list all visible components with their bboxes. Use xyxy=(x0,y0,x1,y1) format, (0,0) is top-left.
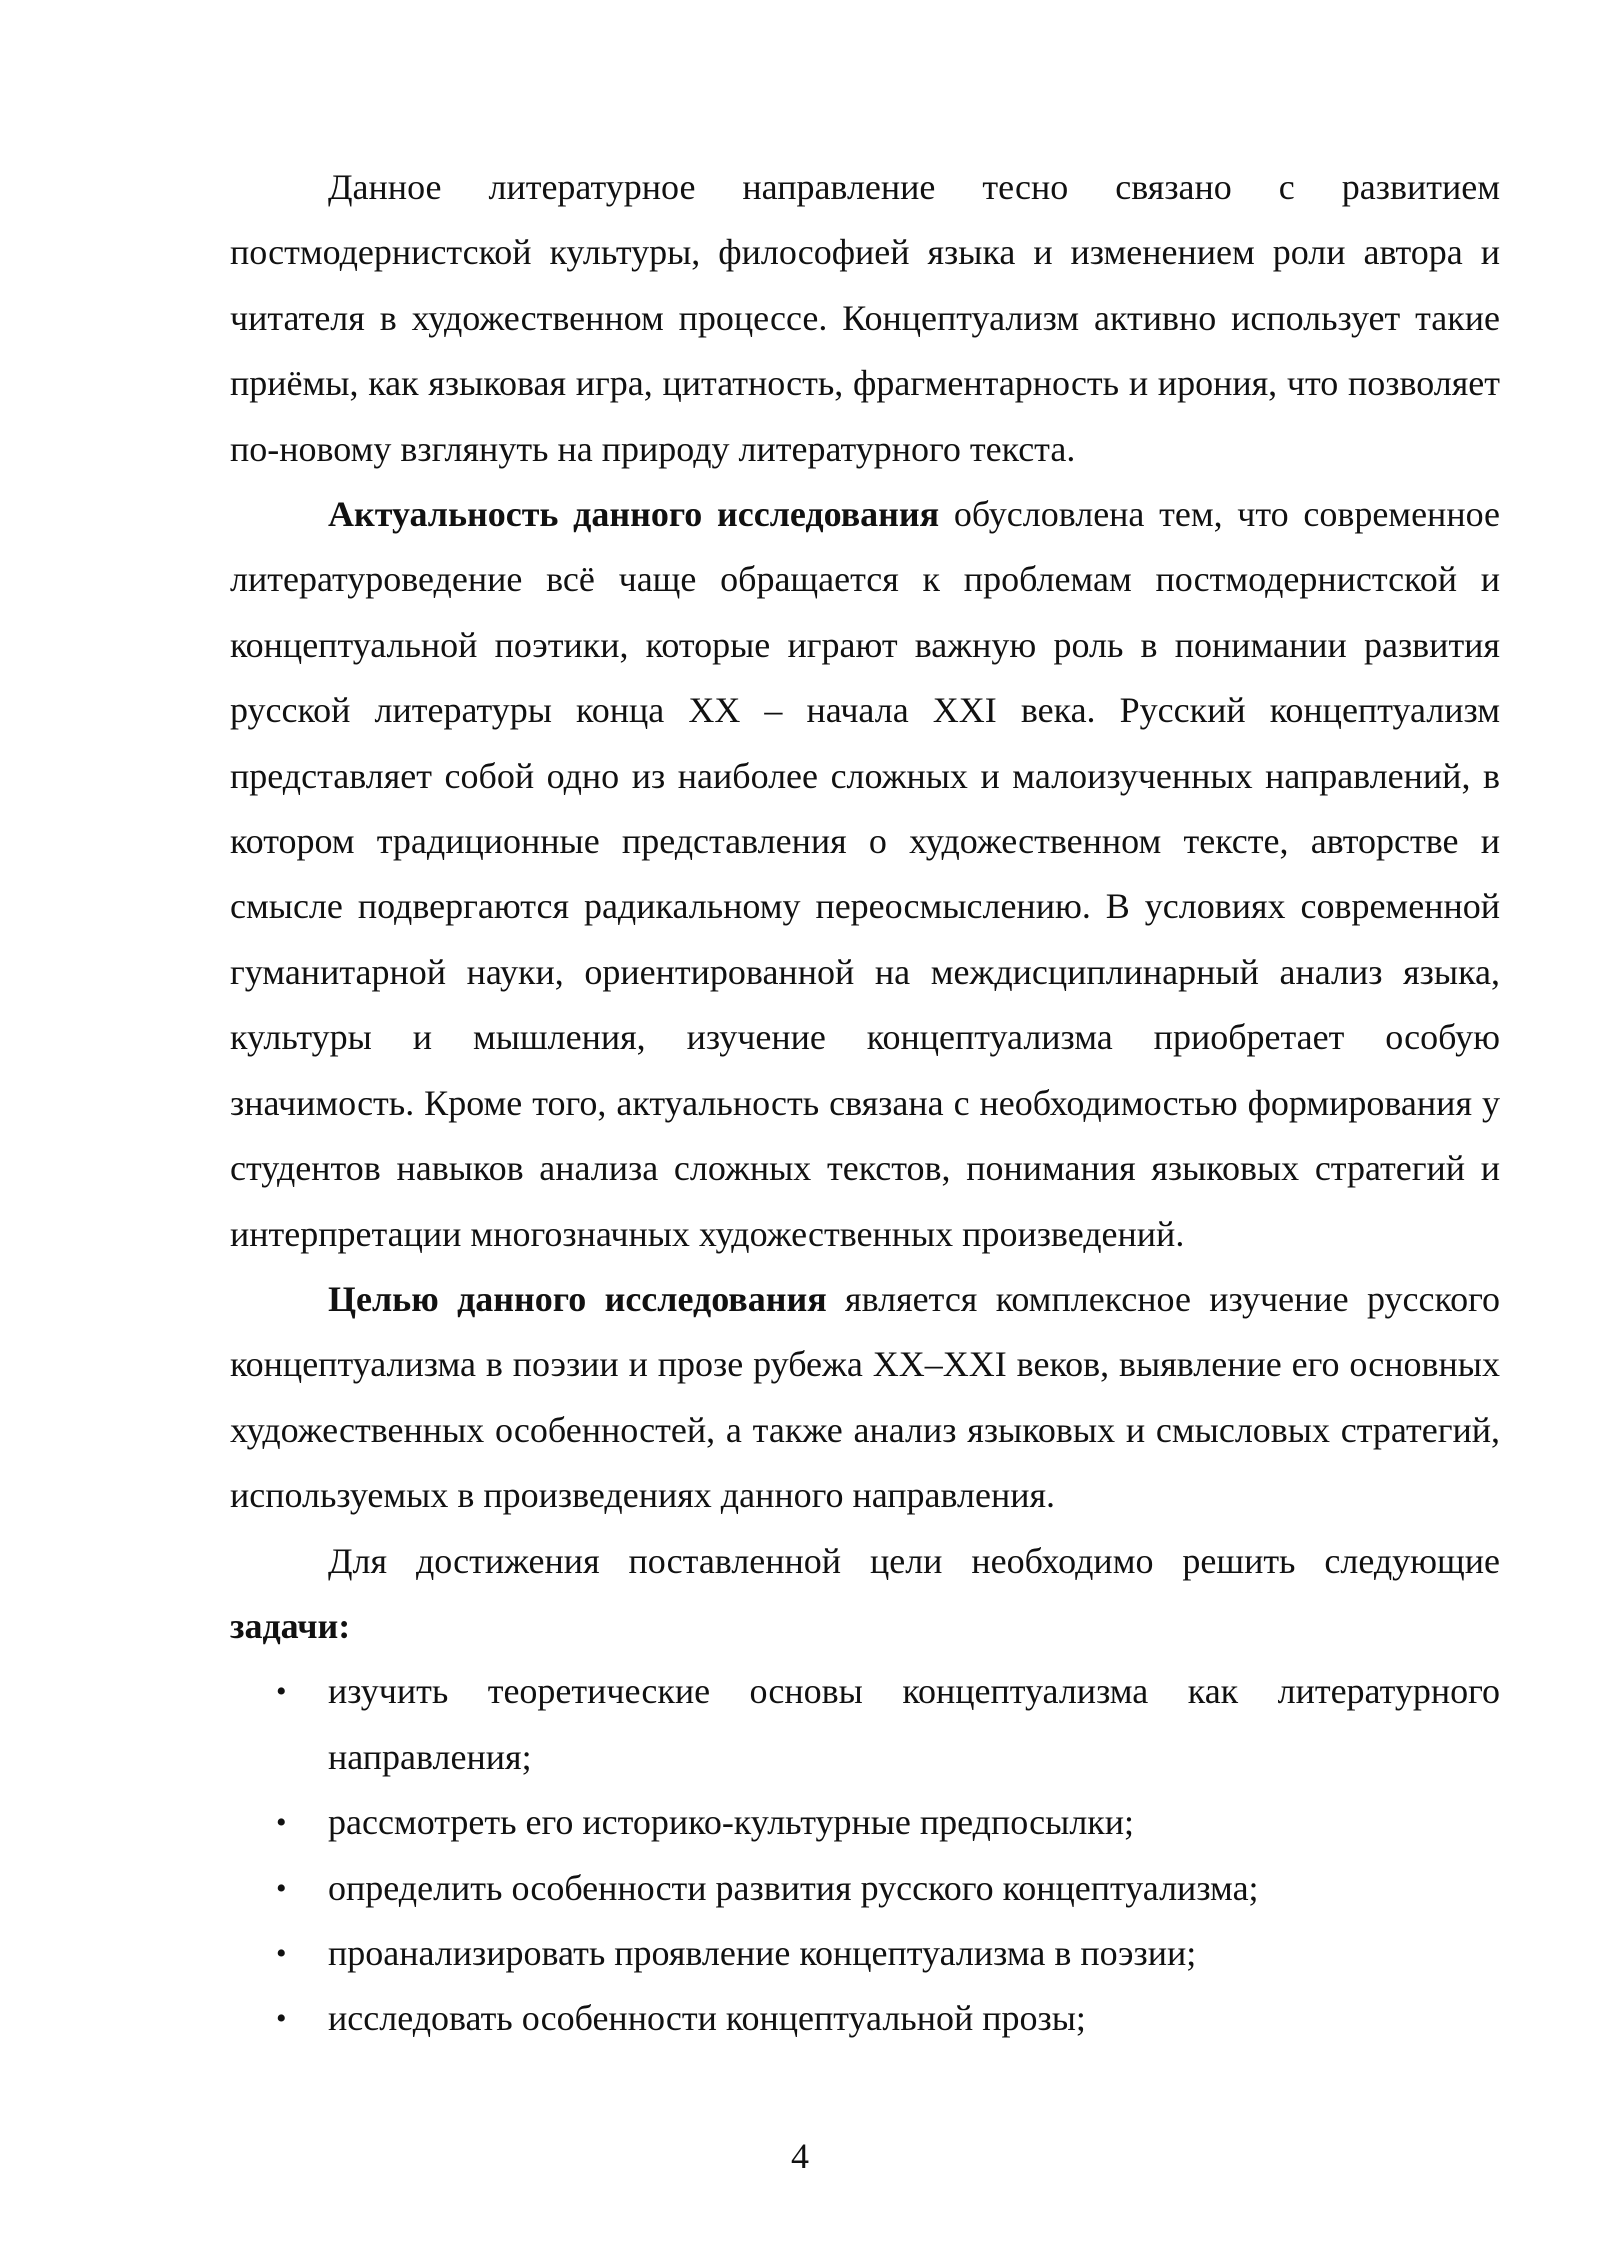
tasks-intro-text: Для достижения поставленной цели необходимо решить следующие xyxy=(328,1540,1500,1581)
tasks-intro-paragraph xyxy=(230,1529,1500,1660)
tasks-heading: задачи: xyxy=(230,1605,351,1646)
goal-heading: Целью данного исследования xyxy=(328,1278,827,1319)
relevance-text: обусловлена тем, что современное литературоведение всё чаще обращается к проблемам постмодернистской и концептуальной поэтики, которые играют важную роль в понимании развития русской литературы конца XX – начала XXI века. Русский концептуализм представляет собой одно из наиболее сложных и малоизученных направлений, в котором традиционные представления о художественном тексте, авторстве и смысле подвергаются радикальному переосмыслению. В условиях современной гуманитарной науки, ориентированной на междисциплинарный анализ языка, культуры и мышления, изучение концептуализма приобретает особую значимость. Кроме того, актуальность связана с необходимостью формирования у студентов навыков анализа сложных текстов, понимания языковых стратегий и интерпретации многозначных художественных произведений. xyxy=(230,494,1501,1254)
task-text: определить особенности развития русского концептуализма; xyxy=(328,1867,1259,1908)
task-list-item xyxy=(230,1856,1500,1921)
task-list-item xyxy=(230,1921,1500,1986)
intro-paragraph: Данное литературное направление тесно связано с развитием постмодернистской культуры, философией языка и изменением роли автора и читателя в художественном процессе. Концептуализм активно использует такие приёмы, как языковая игра, цитатность, фрагментарность и ирония, что позволяет по-новому взглянуть на природу литературного текста. xyxy=(230,167,1500,469)
bullet-icon: • xyxy=(276,1806,287,1840)
task-text: исследовать особенности концептуальной прозы; xyxy=(328,1998,1086,2039)
task-list-item xyxy=(230,1986,1500,2051)
relevance-paragraph xyxy=(230,482,1500,1267)
task-text: проанализировать проявление концептуализма в поэзии; xyxy=(328,1932,1197,1973)
task-text: рассмотреть его историко-культурные предпосылки; xyxy=(328,1802,1135,1843)
bullet-icon: • xyxy=(276,1675,287,1709)
task-text: изучить теоретические основы концептуализма как литературного направления; xyxy=(328,1671,1500,1777)
page-number: 4 xyxy=(791,2136,809,2176)
relevance-heading: Актуальность данного исследования xyxy=(328,494,940,535)
goal-text: является комплексное изучение русского концептуализма в поэзии и прозе рубежа XX–XXI веков, выявление его основных художественных особенностей, а также анализ языковых и смысловых стратегий, используемых в произведениях данного направления. xyxy=(230,1278,1500,1516)
bullet-icon: • xyxy=(276,1936,287,1970)
page-body xyxy=(230,155,1500,2052)
task-list xyxy=(230,1659,1500,2051)
bullet-icon: • xyxy=(276,2002,287,2036)
task-list-item xyxy=(230,1790,1500,1855)
bullet-icon: • xyxy=(276,1871,287,1905)
task-list-item xyxy=(230,1659,1500,1790)
goal-paragraph xyxy=(230,1267,1500,1529)
